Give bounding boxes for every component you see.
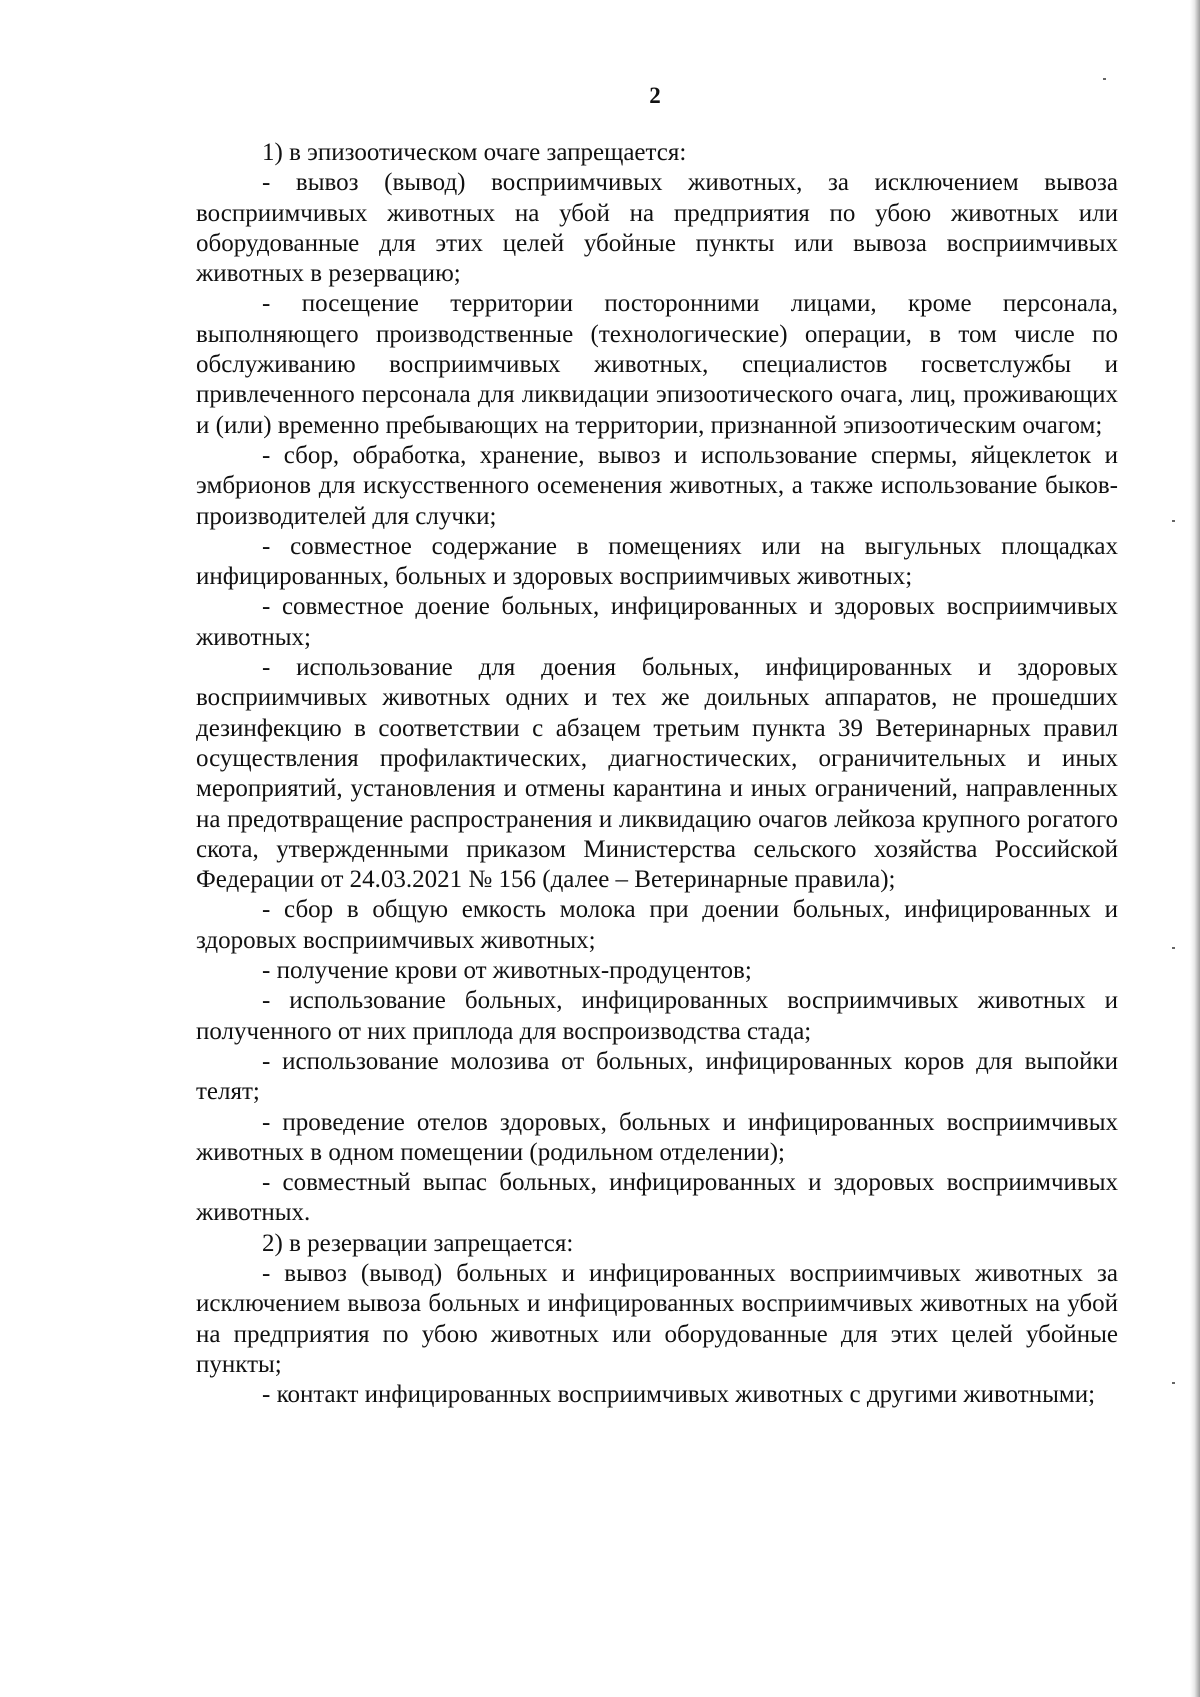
page-number: 2 — [649, 83, 661, 108]
paragraph: - контакт инфицированных восприимчивых животных с другими животными; — [262, 1381, 1096, 1409]
document-body — [196, 138, 1118, 1410]
scan-speck — [1172, 1382, 1175, 1384]
paragraph: - использование молозива от больных, инфицированных коров для выпойки телят; — [196, 1047, 1118, 1106]
scan-speck — [1172, 520, 1175, 522]
paragraph: - вывоз (вывод) восприимчивых животных, за исключением вывоза восприимчивых животных на убой на предприятия по убою животных или оборудованные для этих целей убойные пункты или вывоза восприимчивых животных в резервацию; — [196, 169, 1118, 288]
paragraph: - совместный выпас больных, инфицированных и здоровых восприимчивых животных. — [196, 1169, 1118, 1227]
scan-page-edge — [1190, 0, 1200, 1697]
scan-speck — [1172, 947, 1175, 949]
paragraph: - проведение отелов здоровых, больных и инфицированных восприимчивых животных в одном помещении (родильном отделении); — [196, 1108, 1118, 1166]
paragraph: 1) в эпизоотическом очаге запрещается: — [262, 139, 687, 166]
paragraph: - использование для доения больных, инфицированных и здоровых восприимчивых животных одних и тех же доильных аппаратов, не прошедших дезинфекцию в соответствии с абзацем третьим пункта 39 Ветеринарных правил осуществления профилактических, диагностических, ограничительных и иных мероприятий, установления и отмены карантина и иных ограничений, направленных на предотвращение распространения и ликвидацию очагов лейкоза крупного рогатого скота, утвержденными приказом Министерства сельского хозяйства Российской Федерации от 24.03.2021 № 156 (далее – Ветеринарные правила); — [196, 654, 1118, 894]
paragraph: - совместное содержание в помещениях или на выгульных площадках инфицированных, больных и здоровых восприимчивых животных; — [196, 532, 1118, 591]
paragraph: - получение крови от животных-продуцентов; — [262, 957, 752, 985]
paragraph: - посещение территории посторонними лицами, кроме персонала, выполняющего производственные (технологические) операции, в том числе по обслуживанию восприимчивых животных, специалистов госветслужбы и привлеченного персонала для ликвидации эпизоотического очага, лиц, проживающих и (или) временно пребывающих на территории, признанной эпизоотическим очагом; — [196, 290, 1118, 439]
paragraph: - сбор, обработка, хранение, вывоз и использование спермы, яйцеклеток и эмбрионов для искусственного осеменения животных, а также использование быков-производителей для случки; — [196, 441, 1118, 530]
scan-speck — [1103, 78, 1106, 80]
paragraph: - вывоз (вывод) больных и инфицированных восприимчивых животных за исключением вывоза больных и инфицированных восприимчивых животных на убой на предприятия по убою животных или оборудованные для этих целей убойные пункты; — [196, 1259, 1118, 1378]
paragraph: - совместное доение больных, инфицированных и здоровых восприимчивых животных; — [196, 593, 1118, 651]
paragraph: 2) в резервации запрещается: — [262, 1229, 574, 1257]
paragraph: - использование больных, инфицированных восприимчивых животных и полученного от них приплода для воспроизводства стада; — [196, 987, 1118, 1045]
paragraph: - сбор в общую емкость молока при доении больных, инфицированных и здоровых восприимчивых животных; — [196, 896, 1118, 954]
